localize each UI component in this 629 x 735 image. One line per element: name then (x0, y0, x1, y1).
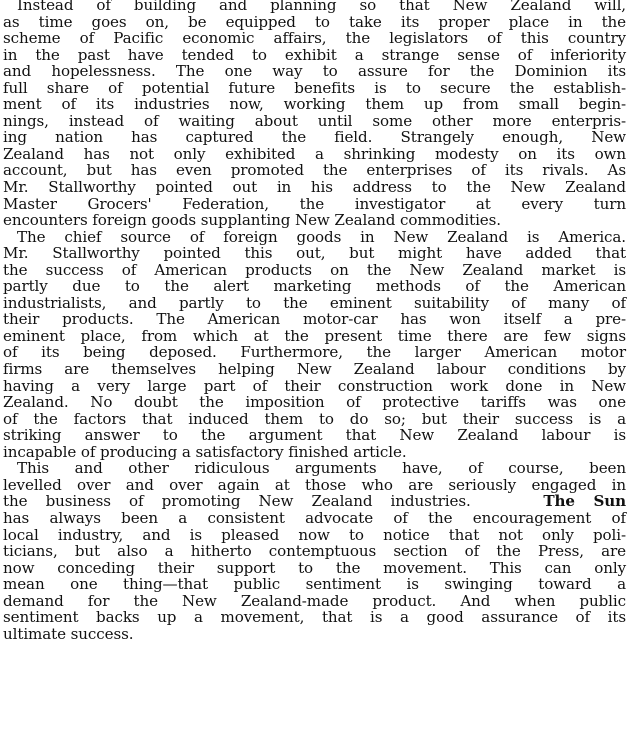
text-line: having a very large part of their construction work done in New (3, 376, 626, 395)
text-line: demand for the New Zealand-made product. And when public (3, 591, 626, 610)
text-line: of the factors that induced them to do so; but their success is a (3, 409, 626, 428)
text-line: partly due to the alert marketing methods of the American (3, 277, 626, 296)
text-line: incapable of producing a satisfactory finished article. (3, 442, 407, 461)
text-line: levelled over and over again at those who are seriously engaged in (3, 475, 626, 494)
text-line: account, but has even promoted the enterprises of its rivals. As (3, 161, 626, 180)
text-line: Mr. Stallworthy pointed this out, but might have added that (3, 244, 626, 263)
text-line: nings, instead of waiting about until some other more enterpris- (3, 111, 626, 130)
text-line: now conceding their support to the movement. This can only (3, 558, 626, 577)
text-line: Zealand. No doubt the imposition of protective tariffs was one (3, 393, 626, 412)
text-line: The chief source of foreign goods in New Zealand is America. (17, 227, 626, 246)
text-line: eminent place, from which at the present time there are few signs (3, 326, 626, 345)
text-line: sentiment backs up a movement, that is a good assurance of its (3, 608, 626, 627)
text-line: and hopelessness. The one way to assure for the Dominion its (3, 62, 626, 81)
text-line: full share of potential future benefits is to secure the establish- (3, 78, 626, 97)
paragraph-3 (3, 460, 626, 642)
text-line-with-masthead (3, 493, 626, 510)
text-line: firms are themselves helping New Zealand labour conditions by (3, 360, 626, 379)
text-line: ticians, but also a hitherto contemptuous section of the Press, are (3, 542, 626, 561)
text-line: Zealand has not only exhibited a shrinking modesty on its own (3, 144, 626, 163)
text-line: Master Grocers' Federation, the investigator at every turn (3, 194, 626, 213)
paragraph-2 (3, 229, 626, 461)
text-line: Mr. Stallworthy pointed out in his address to the New Zealand (3, 178, 626, 197)
text-line: of its being deposed. Furthermore, the larger American motor (3, 343, 626, 362)
text-segment: the business of promoting New Zealand industries. (3, 492, 471, 511)
text-line: their products. The American motor-car has won itself a pre- (3, 310, 626, 329)
text-line: Instead of building and planning so that New Zealand will, (17, 0, 626, 14)
text-line: This and other ridiculous arguments have, of course, been (17, 459, 626, 478)
text-line: the success of American products on the New Zealand market is (3, 260, 626, 279)
text-line: ment of its industries now, working them up from small begin- (3, 95, 626, 114)
text-line: mean one thing—that public sentiment is swinging toward a (3, 575, 626, 594)
text-line: striking answer to the argument that New Zealand labour is (3, 426, 626, 445)
text-line: local industry, and is pleased now to notice that not only poli- (3, 525, 626, 544)
text-line: as time goes on, be equipped to take its proper place in the (3, 12, 626, 31)
text-line: in the past have tended to exhibit a strange sense of inferiority (3, 45, 626, 64)
newspaper-name: The Sun (543, 492, 626, 511)
text-line: ing nation has captured the field. Strangely enough, New (3, 128, 626, 147)
text-line: industrialists, and partly to the eminent suitability of many of (3, 293, 626, 312)
text-line: has always been a consistent advocate of the encouragement of (3, 508, 626, 527)
text-line: scheme of Pacific economic affairs, the legislators of this country (3, 29, 626, 48)
article-body (3, 0, 626, 642)
paragraph-1 (3, 0, 626, 229)
text-line: encounters foreign goods supplanting New Zealand commodities. (3, 211, 501, 230)
text-line: ultimate success. (3, 624, 134, 643)
